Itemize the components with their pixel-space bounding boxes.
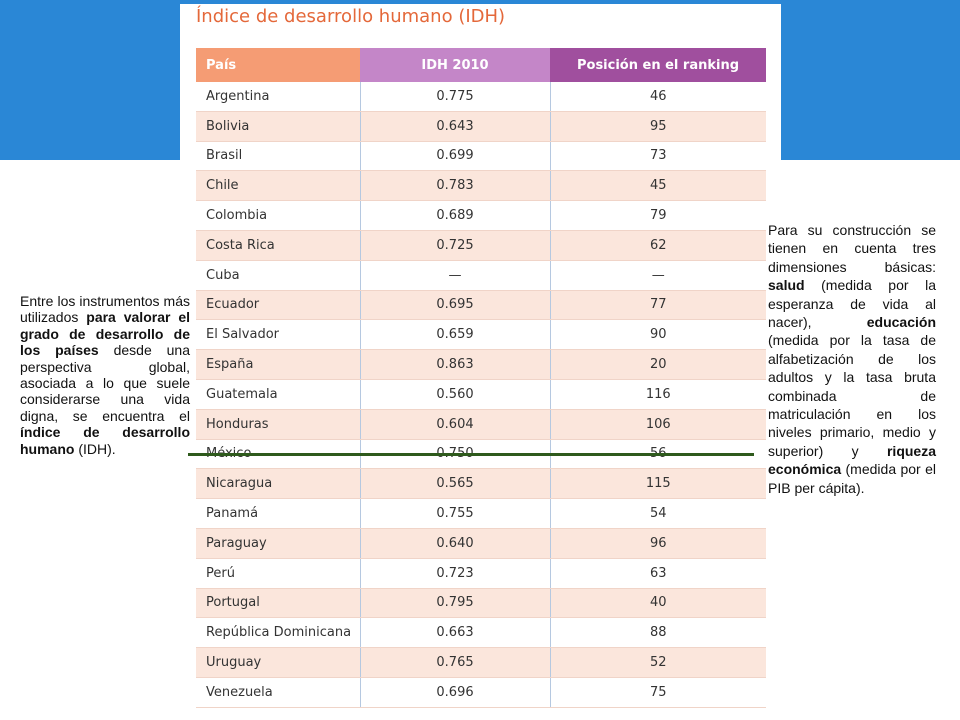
country-cell: República Dominicana [196, 618, 360, 648]
rank-cell: 73 [550, 141, 766, 171]
table-body [196, 82, 766, 707]
table-row [196, 230, 766, 260]
rank-cell: 40 [550, 588, 766, 618]
right-text-part: (medida por la tasa de alfabetización de los adultos y la tasa bruta combinada de matriculación en los niveles primario, medio y superior) y [768, 332, 936, 459]
table-row [196, 82, 766, 111]
left-description-text [20, 293, 190, 457]
country-cell: Portugal [196, 588, 360, 618]
rank-cell: 77 [550, 290, 766, 320]
country-cell: Colombia [196, 201, 360, 231]
idh-cell: 0.863 [360, 350, 550, 380]
country-cell: Ecuador [196, 290, 360, 320]
right-description-text [768, 221, 936, 497]
idh-cell: 0.699 [360, 141, 550, 171]
idh-cell: 0.765 [360, 648, 550, 678]
rank-cell: 46 [550, 82, 766, 111]
table-row [196, 111, 766, 141]
country-cell: España [196, 350, 360, 380]
country-cell: El Salvador [196, 320, 360, 350]
rank-cell: 90 [550, 320, 766, 350]
left-text-part: Entre los instrumentos más utilizados [20, 293, 190, 326]
left-text-part: desde una perspectiva global, asociada a lo que suele considerarse una vida digna, se encuentra el [20, 342, 190, 424]
left-text-bold: para valorar el grado de desarrollo de los países [20, 309, 190, 359]
country-cell: Venezuela [196, 677, 360, 707]
country-cell: Costa Rica [196, 230, 360, 260]
table-row [196, 677, 766, 707]
idh-table [196, 48, 766, 708]
rank-cell: 62 [550, 230, 766, 260]
header-ranking: Posición en el ranking [550, 48, 766, 82]
table-row [196, 409, 766, 439]
rank-cell: 54 [550, 499, 766, 529]
idh-cell: 0.755 [360, 499, 550, 529]
idh-cell: 0.689 [360, 201, 550, 231]
idh-cell: 0.783 [360, 171, 550, 201]
table-row [196, 201, 766, 231]
header-idh-2010: IDH 2010 [360, 48, 550, 82]
idh-cell: — [360, 260, 550, 290]
table-row [196, 141, 766, 171]
table-row [196, 260, 766, 290]
idh-cell: 0.695 [360, 290, 550, 320]
country-cell: Brasil [196, 141, 360, 171]
table-row [196, 320, 766, 350]
idh-cell: 0.795 [360, 588, 550, 618]
idh-cell: 0.560 [360, 379, 550, 409]
country-cell: Perú [196, 558, 360, 588]
right-text-part: (medida por la esperanza de vida al nacer), [768, 277, 936, 331]
idh-cell: 0.663 [360, 618, 550, 648]
country-cell: Cuba [196, 260, 360, 290]
table-row [196, 379, 766, 409]
right-text-part: (medida por el PIB per cápita). [768, 461, 936, 496]
rank-cell: 96 [550, 528, 766, 558]
rank-cell: — [550, 260, 766, 290]
idh-cell: 0.775 [360, 82, 550, 111]
right-text-bold: salud [768, 277, 805, 294]
country-cell: Chile [196, 171, 360, 201]
country-cell: Honduras [196, 409, 360, 439]
table-row [196, 618, 766, 648]
country-cell: Bolivia [196, 111, 360, 141]
table-row [196, 469, 766, 499]
rank-cell: 115 [550, 469, 766, 499]
header-country: País [196, 48, 360, 82]
rank-cell: 88 [550, 618, 766, 648]
table-row [196, 558, 766, 588]
country-cell: Uruguay [196, 648, 360, 678]
right-text-bold: educación [866, 314, 936, 331]
right-text-bold: riqueza económica [768, 442, 936, 478]
left-text-bold: índice de desarrollo humano [20, 424, 190, 457]
country-cell: Panamá [196, 499, 360, 529]
rank-cell: 20 [550, 350, 766, 380]
right-text-part: Para su construcción se tienen en cuenta tres dimensiones básicas: [768, 222, 936, 275]
table-title: Índice de desarrollo humano (IDH) [196, 6, 506, 27]
left-text-part: (IDH). [74, 440, 116, 457]
rank-cell: 116 [550, 379, 766, 409]
rank-cell: 79 [550, 201, 766, 231]
idh-cell: 0.640 [360, 528, 550, 558]
country-cell: Guatemala [196, 379, 360, 409]
country-cell: Nicaragua [196, 469, 360, 499]
table-row [196, 528, 766, 558]
idh-cell: 0.565 [360, 469, 550, 499]
rank-cell: 95 [550, 111, 766, 141]
table-row [196, 499, 766, 529]
table-row [196, 350, 766, 380]
rank-cell: 63 [550, 558, 766, 588]
table-row [196, 588, 766, 618]
idh-cell: 0.725 [360, 230, 550, 260]
table-row [196, 290, 766, 320]
idh-cell: 0.643 [360, 111, 550, 141]
table-header-row [196, 48, 766, 82]
idh-cell: 0.659 [360, 320, 550, 350]
rank-cell: 106 [550, 409, 766, 439]
idh-cell: 0.604 [360, 409, 550, 439]
table-row [196, 171, 766, 201]
rank-cell: 45 [550, 171, 766, 201]
country-cell: Argentina [196, 82, 360, 111]
rank-cell: 75 [550, 677, 766, 707]
country-cell: Paraguay [196, 528, 360, 558]
idh-cell: 0.696 [360, 677, 550, 707]
highlight-divider-line [188, 453, 754, 456]
rank-cell: 52 [550, 648, 766, 678]
idh-cell: 0.723 [360, 558, 550, 588]
table-row [196, 648, 766, 678]
